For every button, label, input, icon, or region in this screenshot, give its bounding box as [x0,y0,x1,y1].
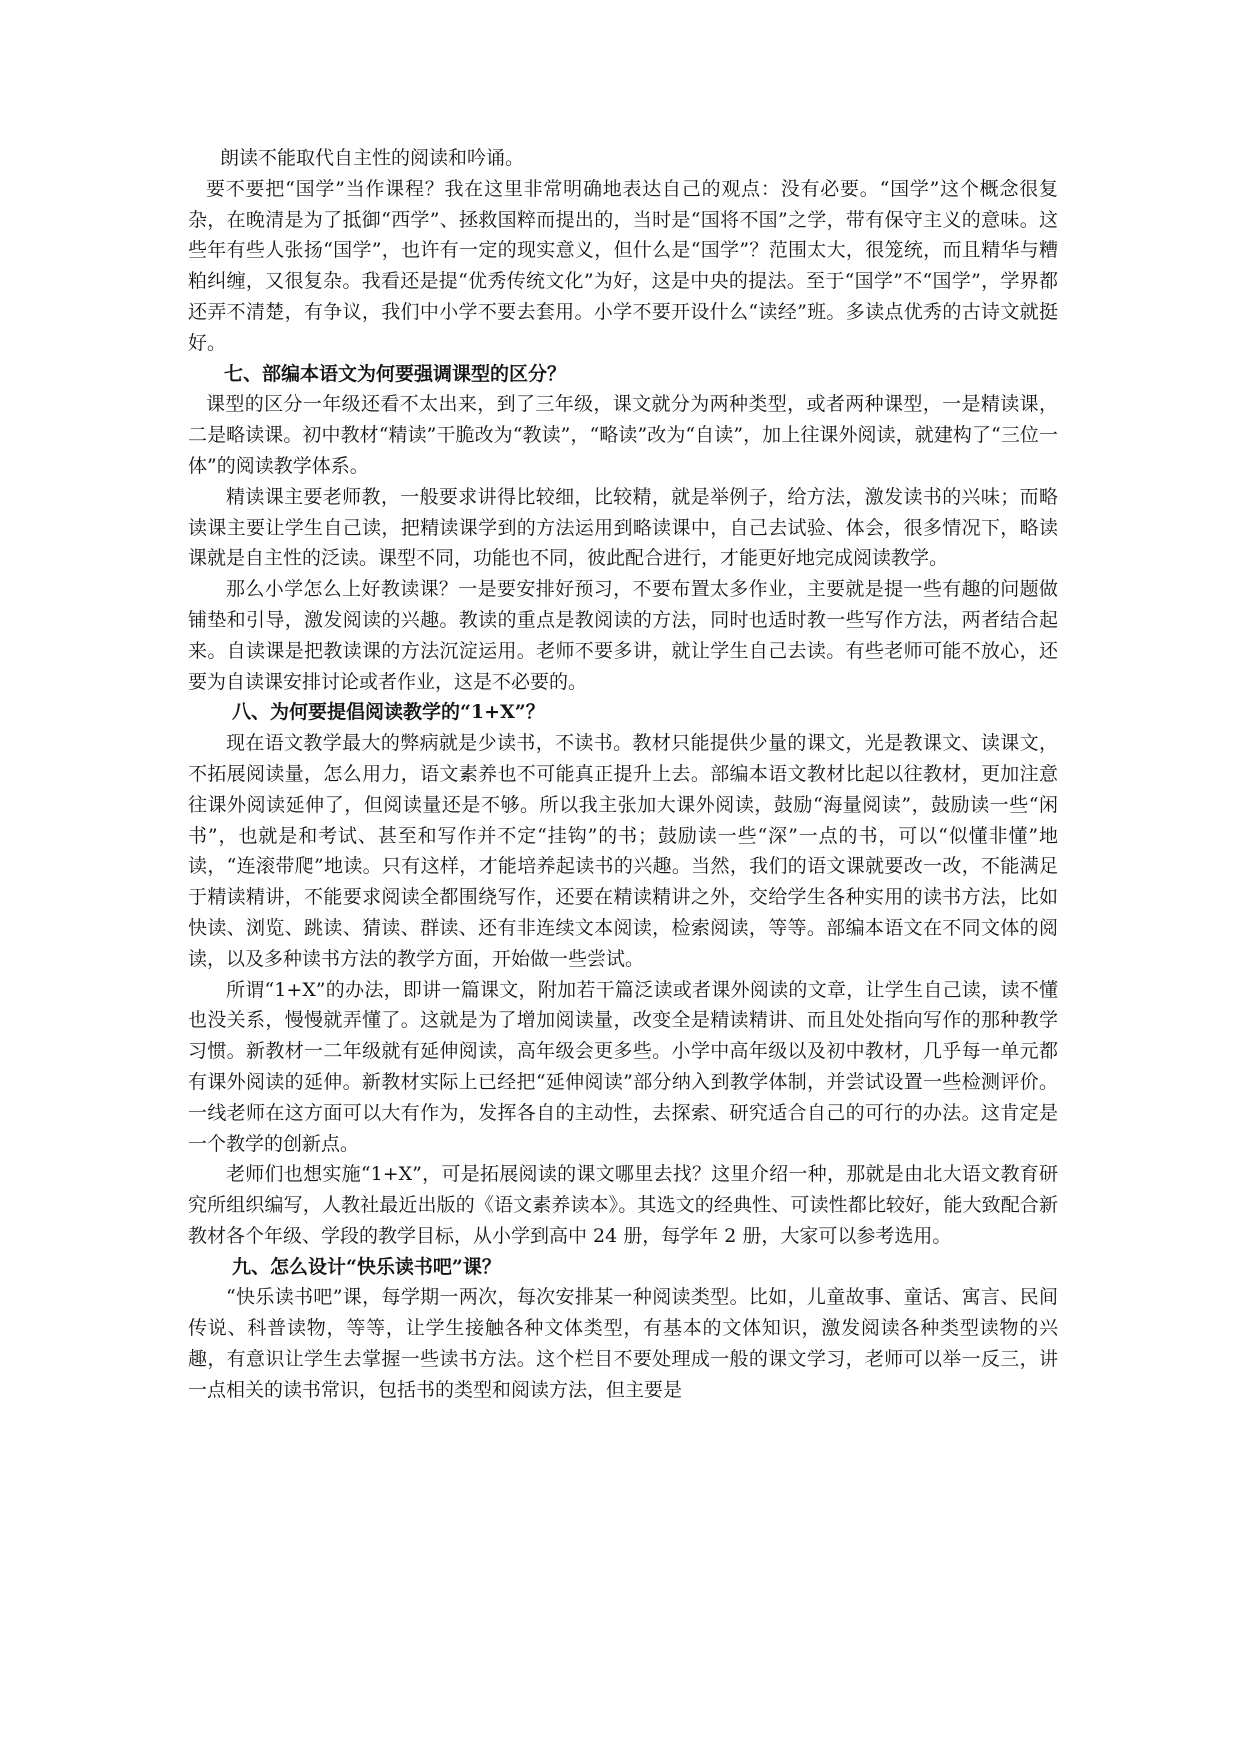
paragraph: 那么小学怎么上好教读课？一是要安排好预习，不要布置太多作业，主要就是提一些有趣的问题做铺垫和引导，激发阅读的兴趣。教读的重点是教阅读的方法，同时也适时教一些写作方法，两者结合起来。自读课是把教读课的方法沉淀运用。老师不要多讲，就让学生自己去读。有些老师可能不放心，还要为自读课安排讨论或者作业，这是不必要的。 [188,578,1058,693]
paragraph: 老师们也想实施“1+X”，可是拓展阅读的课文哪里去找？这里介绍一种，那就是由北大语文教育研究所组织编写，人教社最近出版的《语文素养读本》。其选文的经典性、可读性都比较好，能大致配合新教材各个年级、学段的教学目标，从小学到高中 24 册，每学年 2 册，大家可以参考选用。 [188,1163,1058,1247]
paragraph: 精读课主要老师教，一般要求讲得比较细，比较精，就是举例子，给方法，激发读书的兴味；而略读课主要让学生自己读，把精读课学到的方法运用到略读课中，自己去试验、体会，很多情况下，略读课就是自主性的泛读。课型不同，功能也不同，彼此配合进行，才能更好地完成阅读教学。 [188,485,1058,570]
paragraph: 要不要把“国学”当作课程？我在这里非常明确地表达自己的观点：没有必要。“国学”这个概念很复杂，在晚清是为了抵御“西学”、拯救国粹而提出的，当时是“国将不国”之学，带有保守主义的意味。这些年有些人张扬“国学”，也许有一定的现实意义，但什么是“国学”？范围太大，很笼统，而且精华与糟粕纠缠，又很复杂。我看还是提“优秀传统文化”为好，这是中央的提法。至于“国学”不“国学”，学界都还弄不清楚，有争议，我们中小学不要去套用。小学不要开设什么“读经”班。多读点优秀的古诗文就挺好。 [188,177,1058,354]
paragraph: 朗读不能取代自主性的阅读和吟诵。 [220,147,525,169]
paragraph: 现在语文教学最大的弊病就是少读书，不读书。教材只能提供少量的课文，光是教课文、读课文，不拓展阅读量，怎么用力，语文素养也不可能真正提升上去。部编本语文教材比起以往教材，更加注意往课外阅读延伸了，但阅读量还是不够。所以我主张加大课外阅读，鼓励“海量阅读”，鼓励读一些“闲书”，也就是和考试、甚至和写作并不定“挂钩”的书；鼓励读一些“深”一点的书，可以“似懂非懂”地读，“连滚带爬”地读。只有这样，才能培养起读书的兴趣。当然，我们的语文课就要改一改，不能满足于精读精讲，不能要求阅读全都围绕写作，还要在精读精讲之外，交给学生各种实用的读书方法，比如快读、浏览、跳读、猜读、群读、还有非连续文本阅读，检索阅读，等等。部编本语文在不同文体的阅读，以及多种读书方法的教学方面，开始做一些尝试。 [188,732,1058,970]
section-heading: 七、部编本语文为何要强调课型的区分？ [224,362,567,385]
section-heading: 八、为何要提倡阅读教学的“1+X”？ [232,701,545,724]
paragraph: 课型的区分一年级还看不太出来，到了三年级，课文就分为两种类型，或者两种课型，一是精读课，二是略读课。初中教材“精读”干脆改为“教读”，“略读”改为“自读”，加上往课外阅读，就建构了“三位一体”的阅读教学体系。 [188,393,1058,477]
section-heading: 九、怎么设计“快乐读书吧”课？ [232,1255,501,1278]
paragraph: “快乐读书吧”课，每学期一两次，每次安排某一种阅读类型。比如，儿童故事、童话、寓言、民间传说、科普读物，等等，让学生接触各种文体类型，有基本的文体知识，激发阅读各种类型读物的兴趣，有意识让学生去掌握一些读书方法。这个栏目不要处理成一般的课文学习，老师可以举一反三，讲一点相关的读书常识，包括书的类型和阅读方法，但主要是 [188,1286,1058,1401]
document-page [188,143,1058,1406]
paragraph: 所谓“1+X”的办法，即讲一篇课文，附加若干篇泛读或者课外阅读的文章，让学生自己读，读不懂也没关系，慢慢就弄懂了。这就是为了增加阅读量，改变全是精读精讲、而且处处指向写作的那种教学习惯。新教材一二年级就有延伸阅读，高年级会更多些。小学中高年级以及初中教材，几乎每一单元都有课外阅读的延伸。新教材实际上已经把“延伸阅读”部分纳入到教学体制，并尝试设置一些检测评价。一线老师在这方面可以大有作为，发挥各自的主动性，去探索、研究适合自己的可行的办法。这肯定是一个教学的创新点。 [188,978,1058,1155]
